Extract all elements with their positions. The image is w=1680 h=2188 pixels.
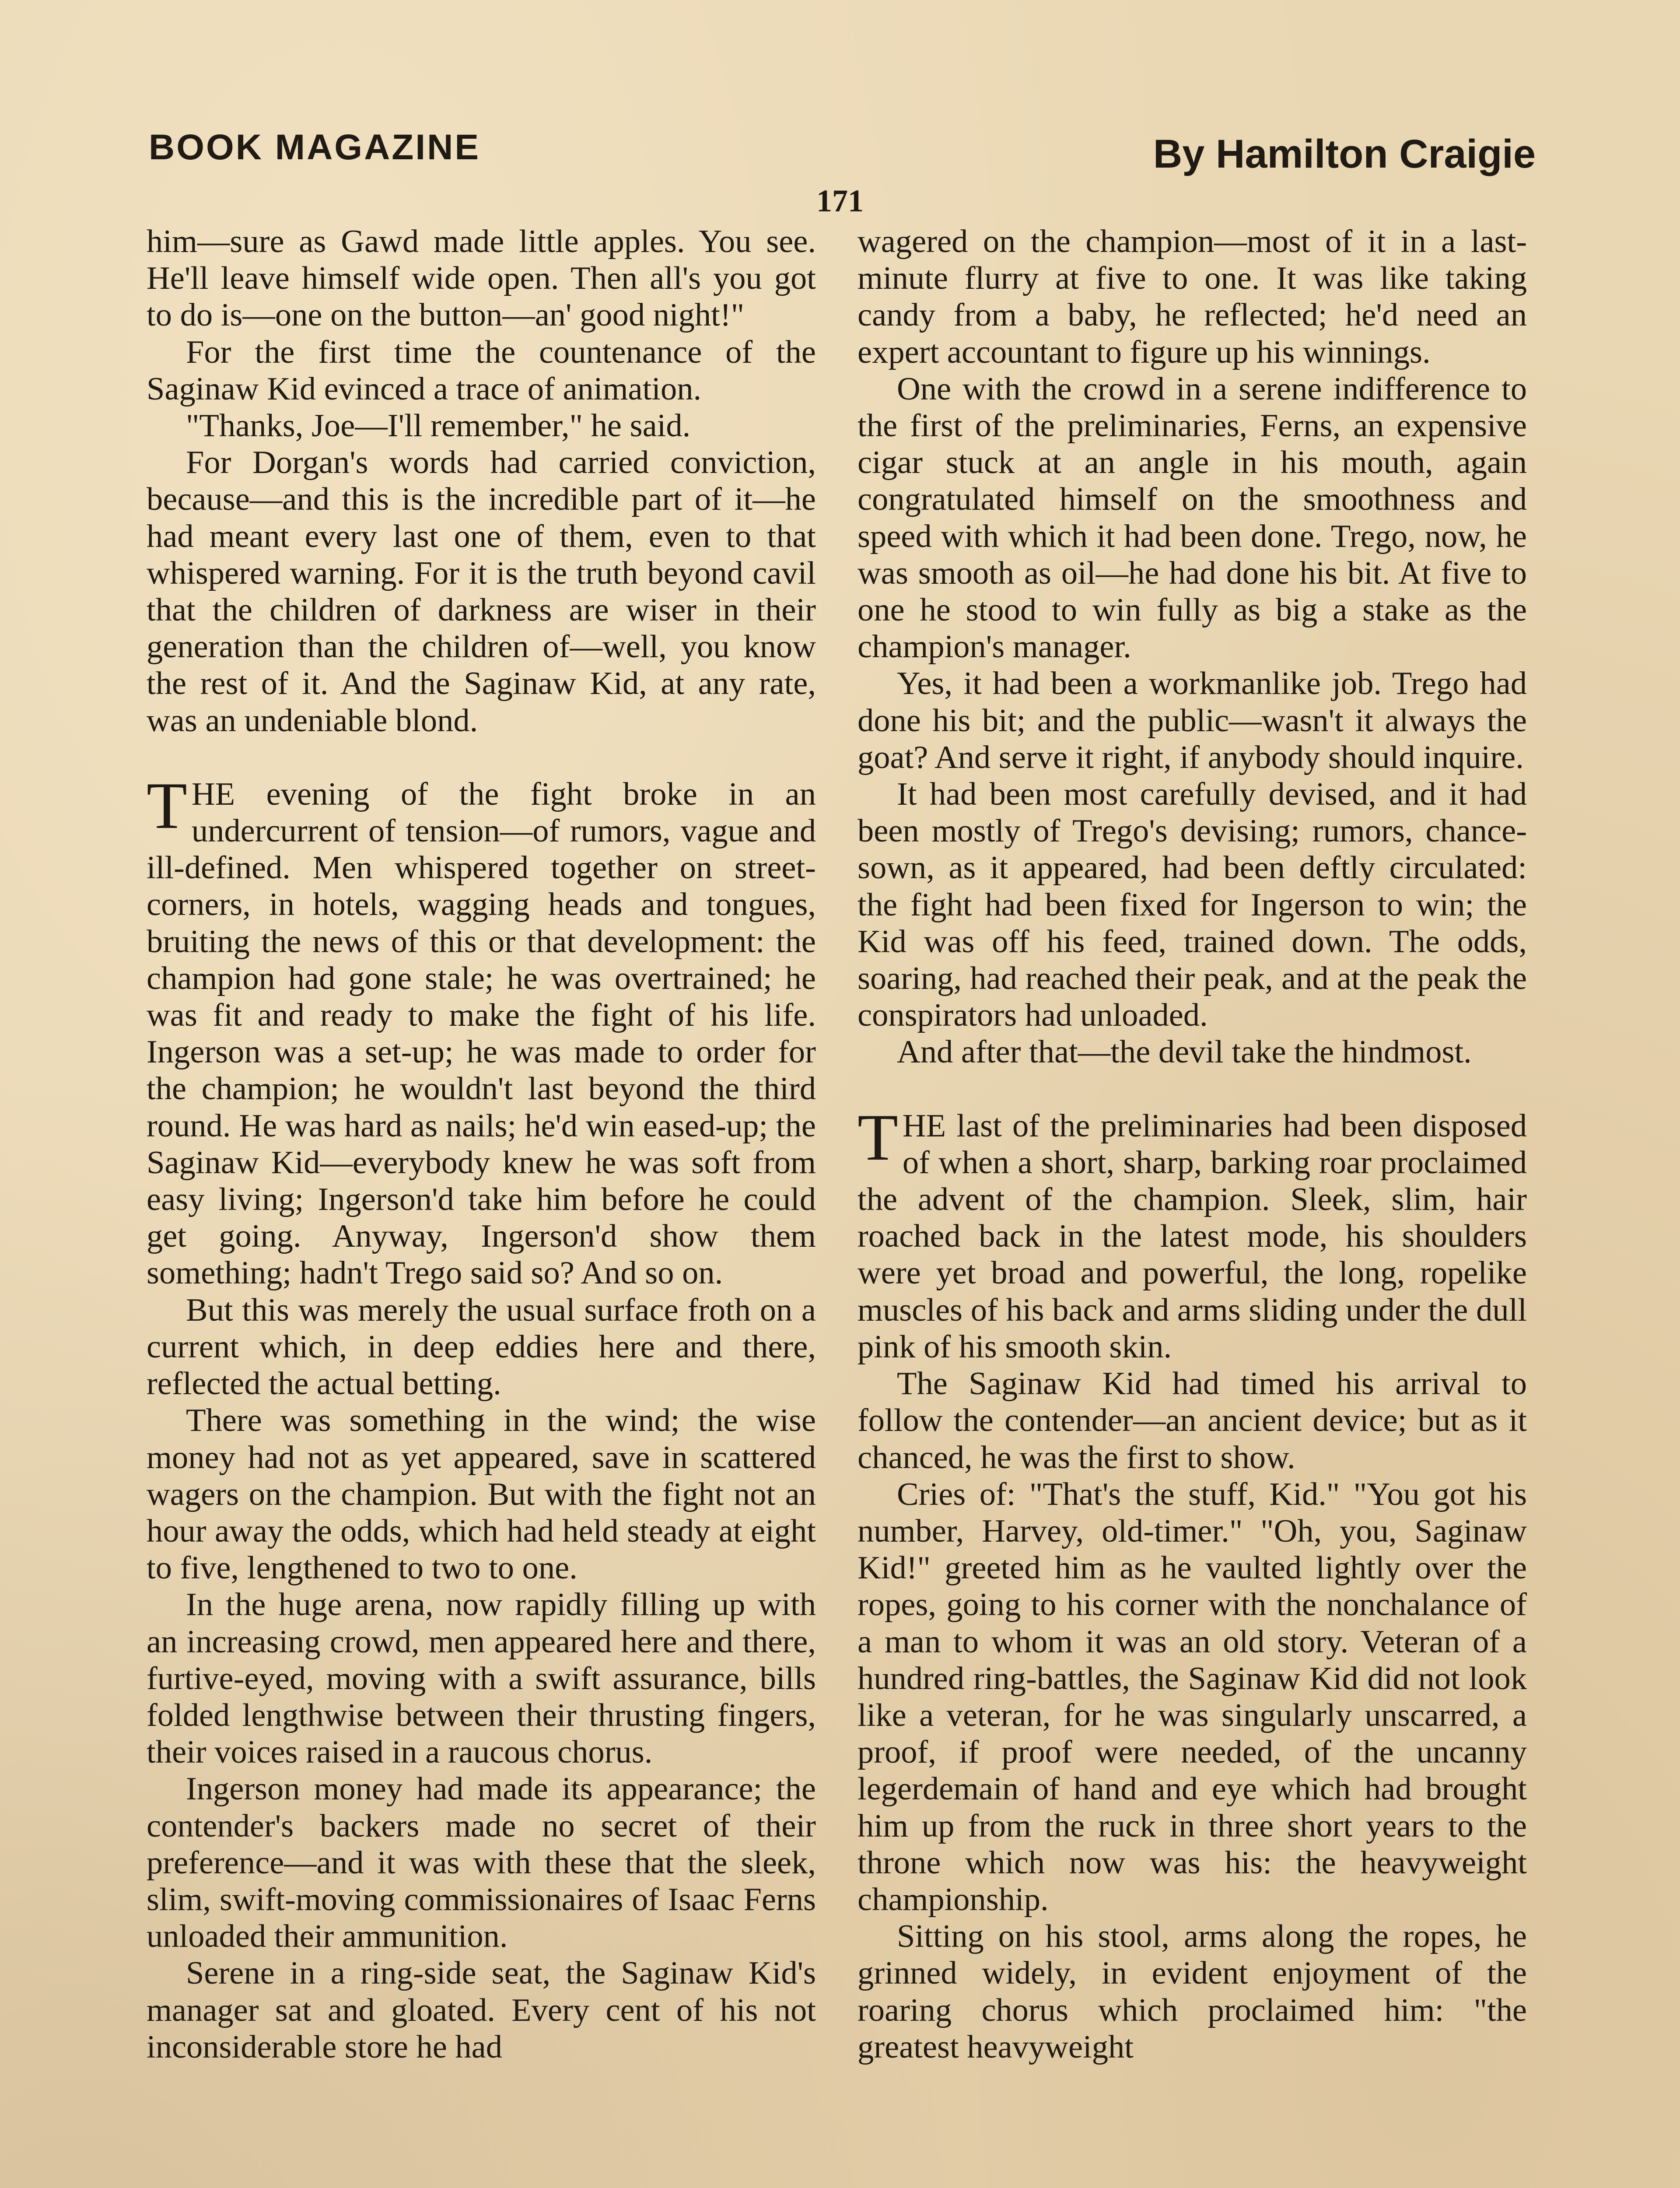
drop-cap: T	[147, 768, 187, 842]
paragraph: There was something in the wind; the wise money had not as yet appeared, save in scattered wagers on the champion. But with the fight not an hour away the odds, which had held steady at eight to five, lengthened to two to one.	[147, 1403, 816, 1586]
paragraph: him—sure as Gawd made little apples. You see. He'll leave himself wide open. Then all's you got to do is—one on the button—an' good night!"	[147, 224, 816, 333]
paragraph: "Thanks, Joe—I'll remember," he said.	[186, 408, 691, 444]
paragraph: Cries of: "That's the stuff, Kid." "You got his number, Harvey, old-timer." "Oh, you, Saginaw Kid!" greeted him as he vaulted lightly over the ropes, going to his corner with the nonchalance of a man to whom it was an old story. Veteran of a hundred ring-battles, the Saginaw Kid did not look like a veteran, for he was singularly unscarred, a proof, if proof were needed, of the uncanny legerdemain of hand and eye which had brought him up from the ruck in three short years to the throne which now was his: the heavyweight championship.	[858, 1476, 1527, 1918]
paragraph: Sitting on his stool, arms along the ropes, he grinned widely, in evident enjoyment of the roaring chorus which proclaimed him: "the greatest heavyweight	[858, 1918, 1527, 2065]
paragraph: One with the crowd in a serene indifference to the first of the preliminaries, Ferns, an expensive cigar stuck at an angle in his mouth, again congratulated himself on the smoothness and speed with which it had been done. Trego, now, he was smooth as oil—he had done his bit. At five to one he stood to win fully as big a stake as the champion's manager.	[858, 371, 1527, 665]
paragraph-text: HE evening of the fight broke in an undercurrent of tension—of rumors, vague and ill-defined. Men whispered together on street-corners, in hotels, wagging heads and tongues, bruiting the news of this or that development: the champion had gone stale; he was overtrained; he was fit and ready to make the fight of his life. Ingerson was a set-up; he was made to order for the champion; he wouldn't last beyond the third round. He was hard as nails; he'd win eased-up; the Saginaw Kid—everybody knew he was soft from easy living; Ingerson'd take him before he could get going. Anyway, Ingerson'd show them something; hadn't Trego said so? And so on.	[147, 776, 816, 1291]
paragraph: wagered on the champion—most of it in a last-minute flurry at five to one. It was like taking candy from a baby, he reflected; he'd need an expert accountant to figure up his winnings.	[858, 224, 1527, 370]
page-number: 171	[816, 183, 864, 218]
paragraph: For the first time the countenance of the Saginaw Kid evinced a trace of animation.	[147, 334, 816, 407]
paragraph: Serene in a ring-side seat, the Saginaw Kid's manager sat and gloated. Every cent of his not inconsiderable store he had	[147, 1955, 816, 2065]
author-byline: By Hamilton Craigie	[1153, 132, 1536, 176]
right-column	[858, 223, 1527, 2065]
paragraph: Yes, it had been a workmanlike job. Trego had done his bit; and the public—wasn't it always the goat? And serve it right, if anybody should inquire.	[858, 666, 1527, 775]
paragraph: It had been most carefully devised, and it had been mostly of Trego's devising; rumors, chance-sown, as it appeared, had been deftly circulated: the fight had been fixed for Ingerson to win; the Kid was off his feed, trained down. The odds, soaring, had reached their peak, and at the peak the conspirators had unloaded.	[858, 776, 1527, 1034]
paragraph: Ingerson money had made its appearance; the contender's backers made no secret of their preference—and it was with these that the sleek, slim, swift-moving commissionaires of Isaac Ferns unloaded their ammunition.	[147, 1771, 816, 1955]
paragraph: And after that—the devil take the hindmost.	[897, 1034, 1472, 1070]
section-paragraph	[858, 1100, 1527, 1365]
section-paragraph	[147, 768, 816, 1292]
paragraph: For Dorgan's words had carried conviction, because—and this is the incredible part of it—he had meant every last one of them, even to that whispered warning. For it is the truth beyond cavil that the children of darkness are wiser in their generation than the children of—well, you know the rest of it. And the Saginaw Kid, at any rate, was an undeniable blond.	[147, 445, 816, 739]
publication-title: BOOK MAGAZINE	[149, 127, 481, 167]
paragraph-text: HE last of the preliminaries had been disposed of when a short, sharp, barking roar proclaimed the advent of the champion. Sleek, slim, hair roached back in the latest mode, his shoulders were yet broad and powerful, the long, ropelike muscles of his back and arms sliding under the dull pink of his smooth skin.	[858, 1108, 1527, 1365]
drop-cap: T	[858, 1100, 898, 1174]
paragraph: But this was merely the usual surface froth on a current which, in deep eddies here and there, reflected the actual betting.	[147, 1292, 816, 1402]
paragraph: In the huge arena, now rapidly filling up with an increasing crowd, men appeared here and there, furtive-eyed, moving with a swift assurance, bills folded lengthwise between their thrusting fingers, their voices raised in a raucous chorus.	[147, 1587, 816, 1771]
paragraph: The Saginaw Kid had timed his arrival to follow the contender—an ancient device; but as it chanced, he was the first to show.	[858, 1366, 1527, 1476]
left-column	[147, 223, 816, 2065]
